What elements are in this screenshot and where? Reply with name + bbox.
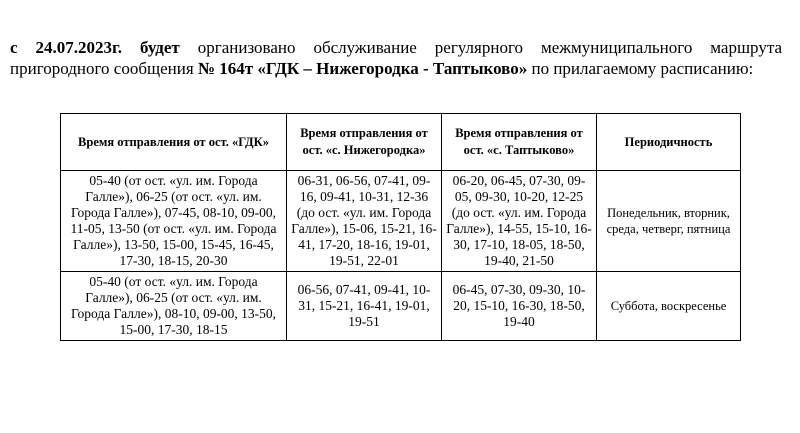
header-from-nizhegorodka: Время отправления от ост. «с. Нижегородка» xyxy=(287,114,442,171)
table-header-row xyxy=(61,114,741,171)
cell-from-gdk: 05-40 (от ост. «ул. им. Города Галле»), 06-25 (от ост. «ул. им. Города Галле»), 07-45, 08-10, 09-00, 11-05, 13-50 (от ост. «ул. им. Города Галле»), 13-50, 15-00, 15-45, 16-45, 17-30, 18-15, 20-30 xyxy=(61,171,287,272)
cell-from-nizhegorodka: 06-31, 06-56, 07-41, 09-16, 09-41, 10-31, 12-36 (до ост. «ул. им. Города Галле»), 15-06, 15-21, 16-41, 17-20, 18-16, 19-01, 19-51, 22-01 xyxy=(287,171,442,272)
route-name: № 164т «ГДК – Нижегородка - Таптыково» xyxy=(197,59,528,78)
table-row xyxy=(61,272,741,341)
cell-periodicity: Суббота, воскресенье xyxy=(597,272,741,341)
cell-from-nizhegorodka: 06-56, 07-41, 09-41, 10-31, 15-21, 16-41, 19-01, 19-51 xyxy=(287,272,442,341)
cell-from-gdk: 05-40 (от ост. «ул. им. Города Галле»), 06-25 (от ост. «ул. им. Города Галле»), 08-10, 09-00, 13-50, 15-00, 17-30, 18-15 xyxy=(61,272,287,341)
header-periodicity: Периодичность xyxy=(597,114,741,171)
announcement-date: с 24.07.2023г. будет xyxy=(10,38,180,57)
announcement-text-2: по прилагаемому расписанию: xyxy=(527,59,754,78)
announcement-text-1: организовано обслуживание регулярного межмуниципального маршрута пригородного сообщения xyxy=(10,38,783,78)
announcement-paragraph xyxy=(10,37,782,79)
table-row xyxy=(61,171,741,272)
cell-periodicity: Понедельник, вторник, среда, четверг, пятница xyxy=(597,171,741,272)
cell-from-taptykovo: 06-45, 07-30, 09-30, 10-20, 15-10, 16-30, 18-50, 19-40 xyxy=(442,272,597,341)
schedule-table xyxy=(60,113,741,341)
cell-from-taptykovo: 06-20, 06-45, 07-30, 09-05, 09-30, 10-20, 12-25 (до ост. «ул. им. Города Галле»), 14-55, 15-10, 16-30, 17-10, 18-05, 18-50, 19-40, 21-50 xyxy=(442,171,597,272)
header-from-taptykovo: Время отправления от ост. «с. Таптыково» xyxy=(442,114,597,171)
header-from-gdk: Время отправления от ост. «ГДК» xyxy=(61,114,287,171)
